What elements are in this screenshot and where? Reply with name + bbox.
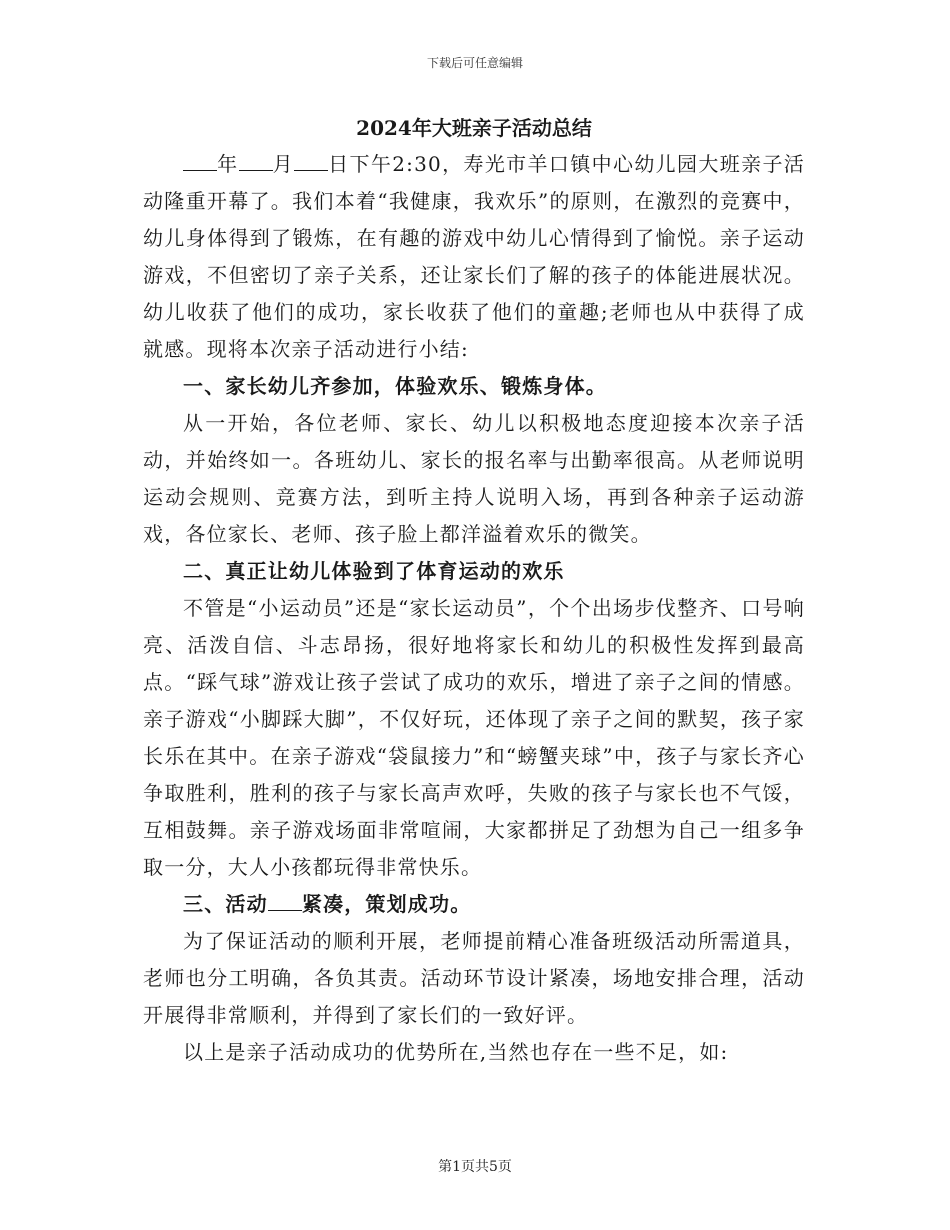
blank-year — [183, 152, 217, 171]
intro-text: 日下午2:30，寿光市羊口镇中心幼儿园大班亲子活动隆重开幕了。我们本着“我健康，我欢乐”的原则，在激烈的竞赛中，幼儿身体得到了锻炼，在有趣的游戏中幼儿心情得到了愉悦。亲子运动游戏，不但密切了亲子关系，还让家长们了解的孩子的体能进展状况。幼儿收获了他们的成功，家长收获了他们的童趣;老师也从中获得了成就感。现将本次亲子活动进行小结: — [143, 152, 805, 361]
section3-heading-blank — [268, 892, 302, 911]
document-body — [143, 112, 805, 1071]
document-title: 2024年大班亲子活动总结 — [356, 116, 592, 140]
section1-body: 从一开始，各位老师、家长、幼儿以积极地态度迎接本次亲子活动，并始终如一。各班幼儿、家长的报名率与出勤率很高。从老师说明运动会规则、竞赛方法，到听主持人说明入场，再到各种亲子运动游戏，各位家长、老师、孩子脸上都洋溢着欢乐的微笑。 — [143, 411, 805, 546]
closing-paragraph: 以上是亲子活动成功的优势所在,当然也存在一些不足，如: — [183, 1040, 729, 1064]
intro-paragraph — [143, 146, 805, 368]
blank-day — [294, 152, 328, 171]
section2-heading: 二、真正让幼儿体验到了体育运动的欢乐 — [183, 559, 565, 583]
section2-body: 不管是“小运动员”还是“家长运动员”，个个出场步伐整齐、口号响亮、活泼自信、斗志昂扬，很好地将家长和幼儿的积极性发挥到最高点。“踩气球”游戏让孩子尝试了成功的欢乐，增进了亲子之间的情感。亲子游戏“小脚踩大脚”，不仅好玩，还体现了亲子之间的默契，孩子家长乐在其中。在亲子游戏“袋鼠接力”和“螃蟹夹球”中，孩子与家长齐心争取胜利，胜利的孩子与家长高声欢呼，失败的孩子与家长也不气馁，互相鼓舞。亲子游戏场面非常喧闹，大家都拼足了劲想为自己一组多争取一分，大人小孩都玩得非常快乐。 — [143, 596, 805, 879]
date-year-label: 年 — [217, 152, 239, 176]
page-footer: 第1页共5页 — [438, 1159, 512, 1175]
section3-body: 为了保证活动的顺利开展，老师提前精心准备班级活动所需道具，老师也分工明确，各负其责。活动环节设计紧凑，场地安排合理，活动开展得非常顺利，并得到了家长们的一致好评。 — [143, 929, 805, 1027]
header-note: 下载后可任意编辑 — [426, 56, 523, 70]
section3-heading — [143, 886, 805, 923]
date-month-label: 月 — [272, 152, 295, 176]
section3-heading-end: 紧凑，策划成功。 — [301, 892, 472, 916]
section3-heading-start: 三、活动 — [183, 892, 268, 916]
blank-month — [239, 152, 273, 171]
section1-heading: 一、家长幼儿齐参加，体验欢乐、锻炼身体。 — [183, 374, 607, 398]
